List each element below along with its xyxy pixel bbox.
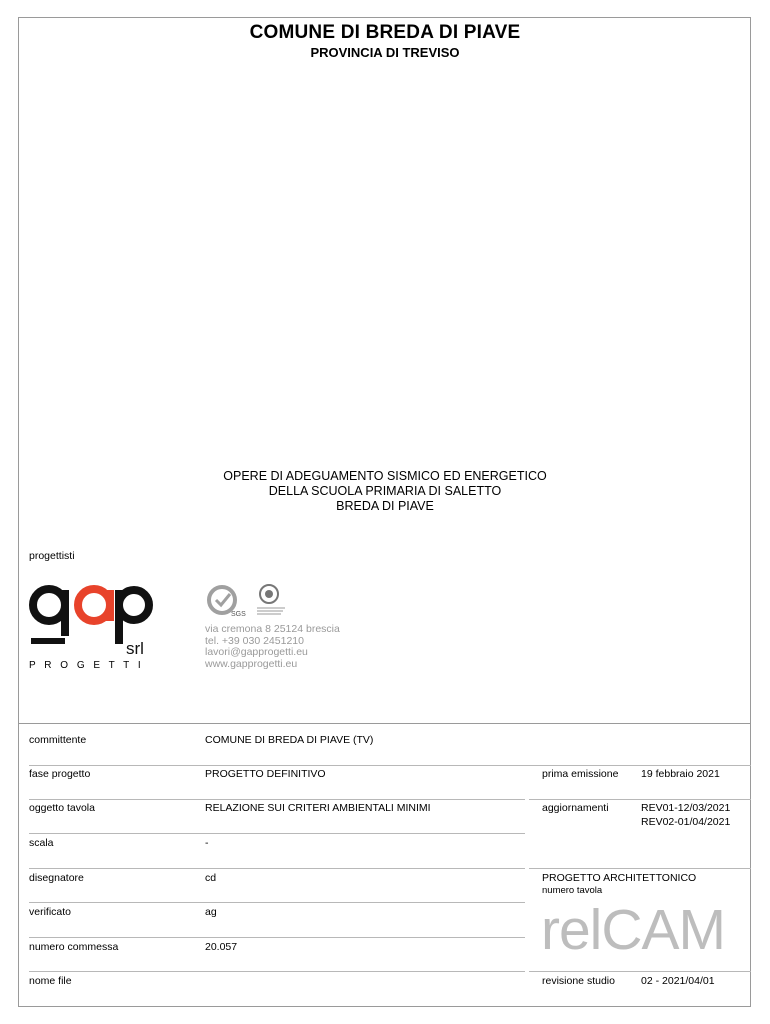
cert-tick	[216, 594, 230, 605]
value-committente: COMUNE DI BREDA DI PIAVE (TV)	[205, 734, 374, 746]
cert-check-icon	[209, 587, 235, 613]
gap-logo	[26, 578, 156, 673]
row-divider	[29, 799, 525, 800]
project-title-line2: DELLA SCUOLA PRIMARIA DI SALETTO	[268, 484, 502, 498]
value-aggiornamento-2: REV02-01/04/2021	[641, 816, 731, 828]
row-divider	[529, 868, 751, 869]
value-commessa: 20.057	[205, 941, 238, 953]
logo-srl: srl	[126, 639, 144, 658]
row-divider	[29, 833, 525, 834]
label-scala: scala	[29, 837, 54, 849]
row-divider	[29, 765, 751, 766]
row-divider	[29, 868, 525, 869]
label-oggetto: oggetto tavola	[29, 802, 95, 814]
title-block-top-border	[18, 723, 751, 724]
value-disegnatore: cd	[205, 872, 217, 884]
value-scala: -	[205, 837, 209, 849]
row-divider	[29, 937, 525, 938]
progetto-architettonico: PROGETTO ARCHITETTONICO	[542, 872, 697, 884]
seal-center	[265, 590, 273, 598]
sgs-text: SGS	[231, 611, 246, 618]
project-title-line3: BREDA DI PIAVE	[336, 499, 434, 513]
contact-block	[205, 624, 340, 670]
value-aggiornamento-1: REV01-12/03/2021	[641, 802, 731, 814]
logo-p-stem	[115, 590, 123, 644]
contact-phone: tel. +39 030 2451210	[205, 634, 304, 647]
value-verificato: ag	[205, 906, 217, 918]
logo-g-stem	[61, 590, 69, 636]
row-divider	[529, 799, 751, 800]
label-verificato: verificato	[29, 906, 72, 918]
logo-a-stem	[106, 590, 114, 621]
contact-web: www.gapprogetti.eu	[205, 657, 298, 670]
row-divider	[29, 902, 525, 903]
numero-tavola-code: relCAM	[541, 898, 726, 962]
value-oggetto: RELAZIONE SUI CRITERI AMBIENTALI MINIMI	[205, 802, 431, 814]
municipality-title: COMUNE DI BREDA DI PIAVE	[249, 22, 521, 43]
project-title	[0, 469, 770, 514]
label-prima-emissione: prima emissione	[542, 768, 619, 780]
project-title-line1: OPERE DI ADEGUAMENTO SISMICO ED ENERGETICO	[223, 469, 547, 483]
designers-label: progettisti	[29, 550, 75, 562]
value-revisione: 02 - 2021/04/01	[641, 975, 715, 987]
logo-g-bowl	[33, 589, 65, 621]
row-divider	[29, 971, 525, 972]
logo-a-bowl	[78, 589, 110, 621]
label-nome-file: nome file	[29, 975, 72, 987]
label-numero-tavola: numero tavola	[542, 885, 603, 896]
certification-badges	[205, 582, 290, 622]
label-aggiornamenti: aggiornamenti	[542, 802, 609, 814]
logo-p-bowl	[119, 590, 149, 620]
value-prima-emissione: 19 febbraio 2021	[641, 768, 720, 780]
logo-g-tail	[31, 638, 65, 644]
logo-subtitle: P R O G E T T I	[29, 660, 144, 671]
province-subtitle: PROVINCIA DI TREVISO	[310, 45, 460, 60]
contact-email: lavori@gapprogetti.eu	[205, 646, 308, 658]
label-disegnatore: disegnatore	[29, 872, 84, 884]
label-fase: fase progetto	[29, 768, 91, 780]
row-divider	[529, 971, 751, 972]
label-revisione: revisione studio	[542, 975, 615, 987]
label-commessa: numero commessa	[29, 941, 119, 953]
label-committente: committente	[29, 734, 87, 746]
value-fase: PROGETTO DEFINITIVO	[205, 768, 326, 780]
contact-address: via cremona 8 25124 brescia	[205, 623, 340, 635]
